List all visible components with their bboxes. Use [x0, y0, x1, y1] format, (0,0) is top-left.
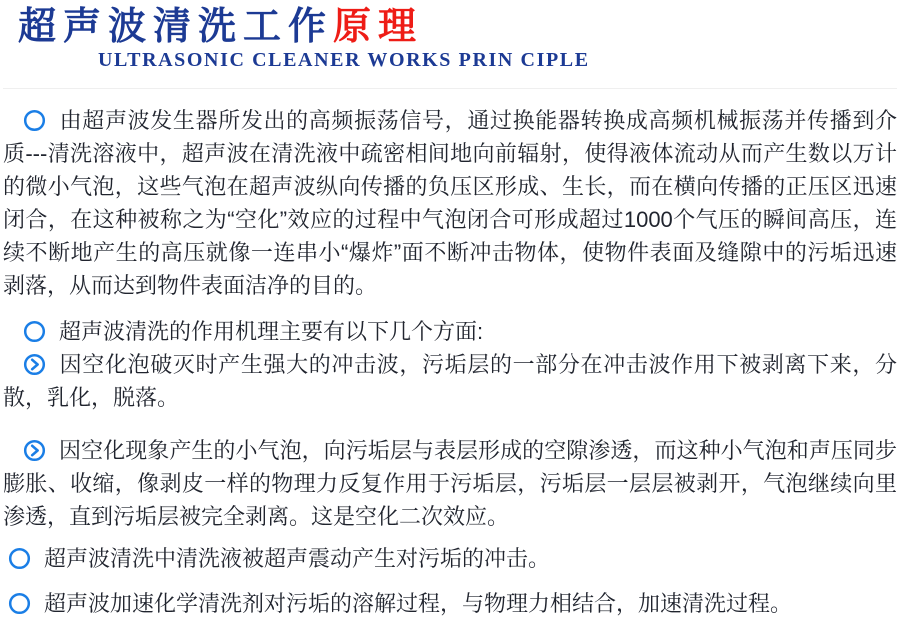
- paragraph-text: 超声波清洗的作用机理主要有以下几个方面:: [59, 319, 484, 344]
- circle-outline-icon: [23, 109, 46, 132]
- paragraph-text: 由超声波发生器所发出的高频振荡信号，通过换能器转换成高频机械振荡并传播到介质---清洗溶液中，超声波在清洗液中疏密相间地向前辐射，使得液体流动从而产生数以万计的微小气泡，这些气泡在超声波纵向传播的负压区形成、生长，而在横向传播的正压区迅速闭合，在这种被称之为“空化”效应的过程中气泡闭合可形成超过1000个气压的瞬间高压，连续不断地产生的高压就像一连串小“爆炸”面不断冲击物体，使物件表面及缝隙中的污垢迅速剥落，从而达到物件表面洁净的目的。: [3, 108, 897, 298]
- page-subtitle: ULTRASONIC CLEANER WORKS PRIN CIPLE: [98, 49, 590, 71]
- paragraph: [3, 587, 897, 620]
- header-divider: [3, 88, 897, 89]
- paragraph: [3, 542, 897, 575]
- header: [3, 6, 897, 72]
- paragraph-text: 因空化现象产生的小气泡，向污垢层与表层形成的空隙渗透，而这种小气泡和声压同步膨胀、收缩，像剥皮一样的物理力反复作用于污垢层，污垢层一层层被剥开，气泡继续向里渗透，直到污垢层被完全剥离。这是空化二次效应。: [3, 438, 897, 529]
- circle-outline-icon: [8, 547, 31, 570]
- paragraph: [3, 434, 897, 533]
- paragraph: [3, 315, 897, 348]
- page-title: [18, 6, 897, 48]
- title-text-blue: 超声波清洗工作: [18, 6, 334, 48]
- paragraph: [3, 348, 897, 414]
- paragraph-text: 超声波加速化学清洗剂对污垢的溶解过程，与物理力相结合，加速清洗过程。: [44, 591, 793, 616]
- circle-outline-icon: [23, 320, 46, 343]
- title-text-red: 原理: [333, 6, 424, 48]
- content-area: [3, 104, 897, 620]
- paragraph-text: 超声波清洗中清洗液被超声震动产生对污垢的冲击。: [44, 546, 551, 571]
- circle-outline-icon: [8, 592, 31, 615]
- paragraph-text: 因空化泡破灭时产生强大的冲击波，污垢层的一部分在冲击波作用下被剥离下来，分散，乳化，脱落。: [3, 352, 897, 410]
- arrow-right-circle-icon: [23, 439, 46, 462]
- arrow-right-circle-icon: [23, 353, 46, 376]
- paragraph: [3, 104, 897, 302]
